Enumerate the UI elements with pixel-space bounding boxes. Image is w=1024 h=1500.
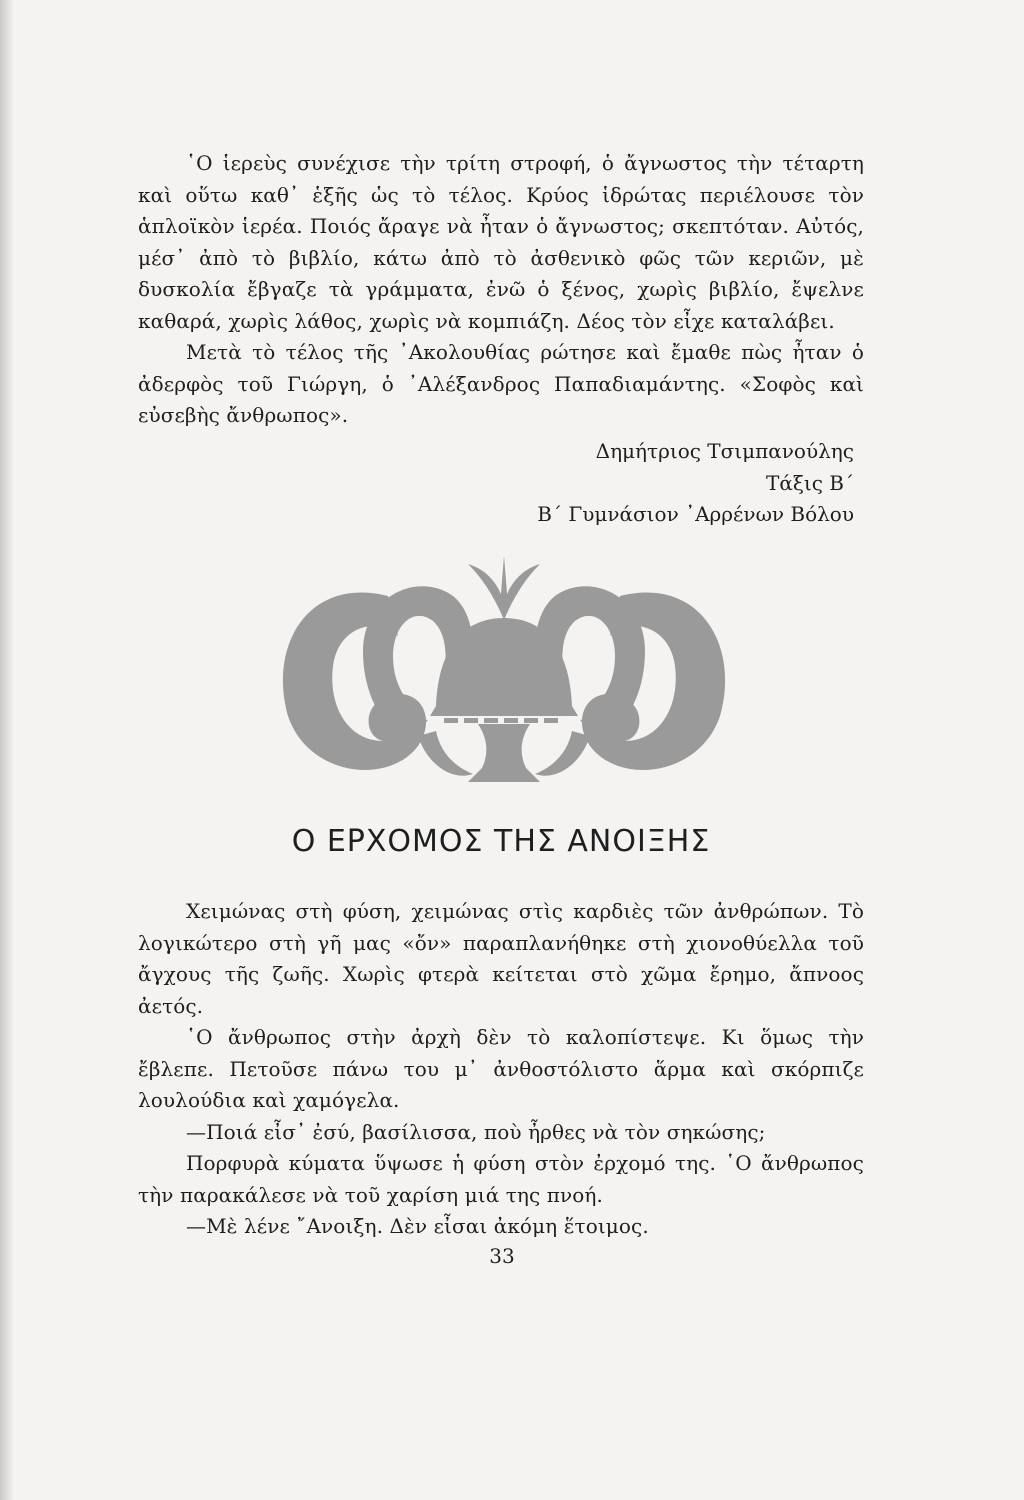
upper-text-block [138, 148, 864, 432]
paragraph: Χειμώνας στὴ φύση, χειμώνας στὶς καρδιὲς τῶν ἀνθρώπων. Τὸ λογικώτερο στὴ γῆ μας «ὄν» παραπλανήθηκε στὴ χιονοθύελλα τοῦ ἄγχους τῆς ζωῆς. Χωρὶς φτερὰ κείτεται στὸ χῶμα ἔρημο, ἄπνοος ἀετός. [138, 899, 864, 1018]
paragraph: —Ποιά εἶσ᾿ ἐσύ, βασίλισσα, ποὺ ἦρθες νὰ τὸν σηκώσης; [186, 1119, 766, 1144]
page-number: 33 [489, 1244, 515, 1268]
lower-text-block [138, 896, 864, 1243]
author-signature [537, 436, 854, 531]
author-name: Δημήτριος Τσιμπανούλης [595, 439, 854, 463]
page-edge-shadow [0, 0, 14, 1500]
author-school: Β΄ Γυμνάσιον ᾿Αρρένων Βόλου [537, 502, 854, 526]
author-class: Τάξις Β΄ [766, 470, 854, 495]
paragraph: ῾Ο ἱερεὺς συνέχισε τὴν τρίτη στροφή, ὁ ἄγνωστος τὴν τέταρτη καὶ οὕτω καθ᾿ ἑξῆς ὡς τὸ τέλος. Κρύος ἱδρώτας περιέλουσε τὸν ἁπλοϊκὸν ἱερέα. Ποιός ἄραγε νὰ ἦταν ὁ ἄγνωστος; σκεπτόταν. Αὐτός, μέσ᾿ ἀπὸ τὸ βιβλίο, κάτω ἀπὸ τὸ ἀσθενικὸ φῶς τῶν κεριῶν, μὲ δυσκολία ἔβγαζε τὰ γράμματα, ἐνῶ ὁ ξένος, χωρὶς βιβλίο, ἔψελνε καθαρά, χωρὶς λάθος, χωρὶς νὰ κομπιάζη. Δέος τὸν εἶχε καταλάβει. [138, 151, 864, 333]
paragraph: Πορφυρὰ κύματα ὕψωσε ἡ φύση στὸν ἐρχομό της. ῾Ο ἄνθρωπος τὴν παρακάλεσε νὰ τοῦ χαρίση μιά της πνοή. [138, 1151, 864, 1207]
paragraph: Μετὰ τὸ τέλος τῆς ᾿Ακολουθίας ρώτησε καὶ ἔμαθε πὼς ἦταν ὁ ἀδερφὸς τοῦ Γιώργη, ὁ ᾿Αλέξανδρος Παπαδιαμάντης. «Σοφὸς καὶ εὐσεβὴς ἄνθρωπος». [138, 340, 864, 427]
stylized-bird-ornament-icon [268, 556, 740, 794]
paragraph: —Μὲ λένε ῎Ανοιξη. Δὲν εἶσαι ἀκόμη ἕτοιμος. [186, 1214, 649, 1238]
section-title: Ο ΕΡΧΟΜΟΣ ΤΗΣ ΑΝΟΙΞΗΣ [291, 824, 711, 859]
paragraph: ῾Ο ἄνθρωπος στὴν ἀρχὴ δὲν τὸ καλοπίστεψε. Κι ὅμως τὴν ἔβλεπε. Πετοῦσε πάνω του μ᾿ ἀνθοστόλιστο ἅρμα καὶ σκόρπιζε λουλούδια καὶ χαμόγελα. [138, 1025, 864, 1112]
